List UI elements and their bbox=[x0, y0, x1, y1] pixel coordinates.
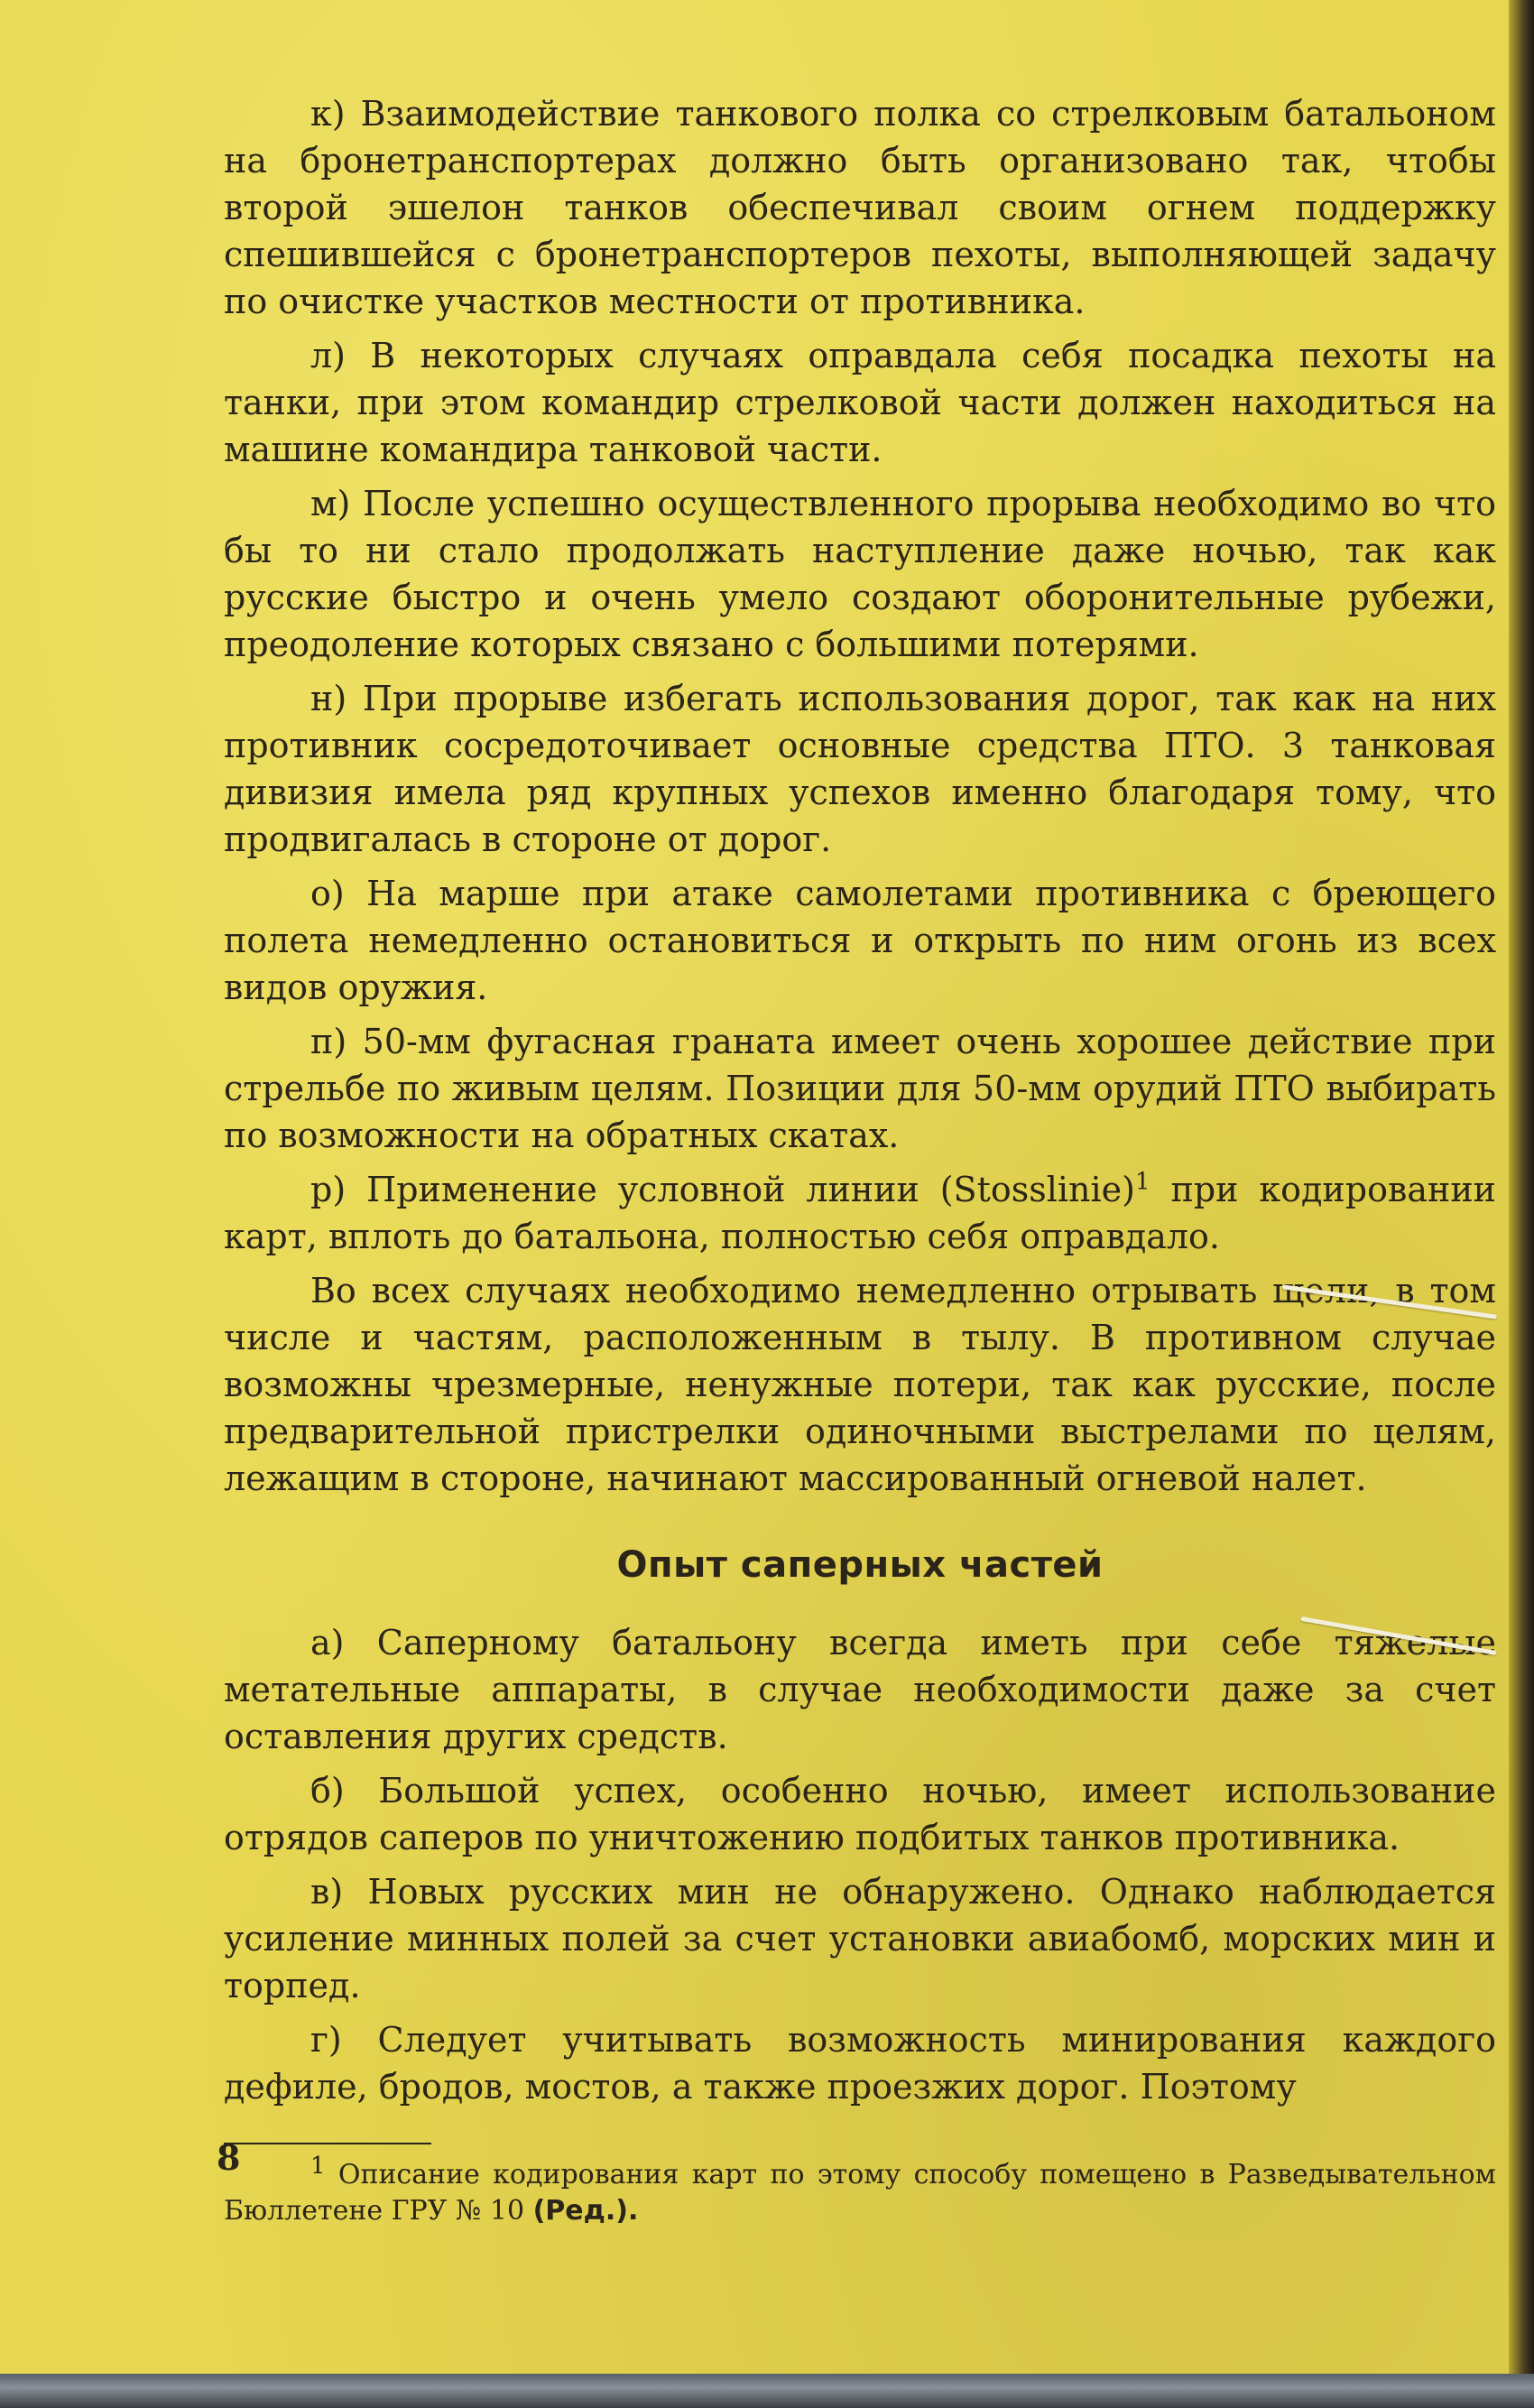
footnote-divider bbox=[224, 2143, 431, 2144]
paragraph-n: н) При прорыве избегать использования дорог, так как на них противник сосредоточивает основные средства ПТО. 3 танковая дивизия имела ряд крупных успехов именно благодаря тому, что продвигалась в стороне от дорог. bbox=[224, 679, 1496, 859]
footnote bbox=[224, 2153, 1496, 2229]
paragraph-all-cases: Во всех случаях необходимо немедленно отрывать щели, в том числе и частям, расположенным в тылу. В противном случае возможны чрезмерные, ненужные потери, так как русские, после предварительной пристрелки одиночными выстрелами по целям, лежащим в стороне, начинают массированный огневой налет. bbox=[224, 1271, 1496, 1498]
paragraph-m: м) После успешно осуществленного прорыва необходимо во что бы то ни стало продолжать наступление даже ночью, так как русские быстро и очень умело создают оборонительные рубежи, преодоление которых связано с большими потерями. bbox=[224, 484, 1496, 664]
footnote-text: Описание кодирования карт по этому способу помещено в Разведывательном Бюллетене ГРУ № 10 bbox=[224, 2159, 1496, 2227]
table-surface bbox=[0, 2374, 1534, 2408]
sapper-paragraph-g: г) Следует учитывать возможность минирования каждого дефиле, бродов, мостов, а также проезжих дорог. Поэтому bbox=[224, 2020, 1496, 2107]
book-spine-edge bbox=[1509, 0, 1534, 2408]
sapper-paragraph-v: в) Новых русских мин не обнаружено. Однако наблюдается усиление минных полей за счет установки авиабомб, морских мин и торпед. bbox=[224, 1872, 1496, 2005]
body-text bbox=[224, 90, 1496, 2229]
editor-note: (Ред.). bbox=[532, 2195, 639, 2227]
section-title: Опыт саперных частей bbox=[616, 1544, 1104, 1586]
footnote-mark: 1 bbox=[310, 2153, 326, 2180]
sapper-paragraph-a: а) Саперному батальону всегда иметь при себе тяжелые метательные аппараты, в случае необходимости даже за счет оставления других средств. bbox=[224, 1623, 1496, 1756]
paragraph-r-end: при кодировании карт, вплоть до батальона, полностью себя оправдало. bbox=[224, 1170, 1496, 1256]
page-number: 8 bbox=[217, 2137, 241, 2178]
paragraph-r bbox=[224, 1166, 1496, 1260]
paragraph-l: л) В некоторых случаях оправдала себя посадка пехоты на танки, при этом командир стрелковой части должен находиться на машине командира танковой части. bbox=[224, 336, 1496, 469]
paragraph-o: о) На марше при атаке самолетами противника с бреющего полета немедленно остановиться и открыть по ним огонь из всех видов оружия. bbox=[224, 874, 1496, 1007]
paragraph-p: п) 50-мм фугасная граната имеет очень хорошее действие при стрельбе по живым целям. Позиции для 50-мм орудий ПТО выбирать по возможности на обратных скатах. bbox=[224, 1022, 1496, 1155]
paragraph-k: к) Взаимодействие танкового полка со стрелковым батальоном на бронетранспортерах должно быть организовано так, чтобы второй эшелон танков обеспечивал своим огнем поддержку спешившейся с бронетранспортеров пехоты, выполняющей задачу по очистке участков местности от противника. bbox=[224, 94, 1496, 321]
footnote-reference-mark: 1 bbox=[1135, 1168, 1150, 1196]
sapper-paragraph-b: б) Большой успех, особенно ночью, имеет использование отрядов саперов по уничтожению подбитых танков противника. bbox=[224, 1771, 1496, 1857]
paragraph-r-start: р) Применение условной линии (Stosslinie) bbox=[310, 1170, 1135, 1209]
